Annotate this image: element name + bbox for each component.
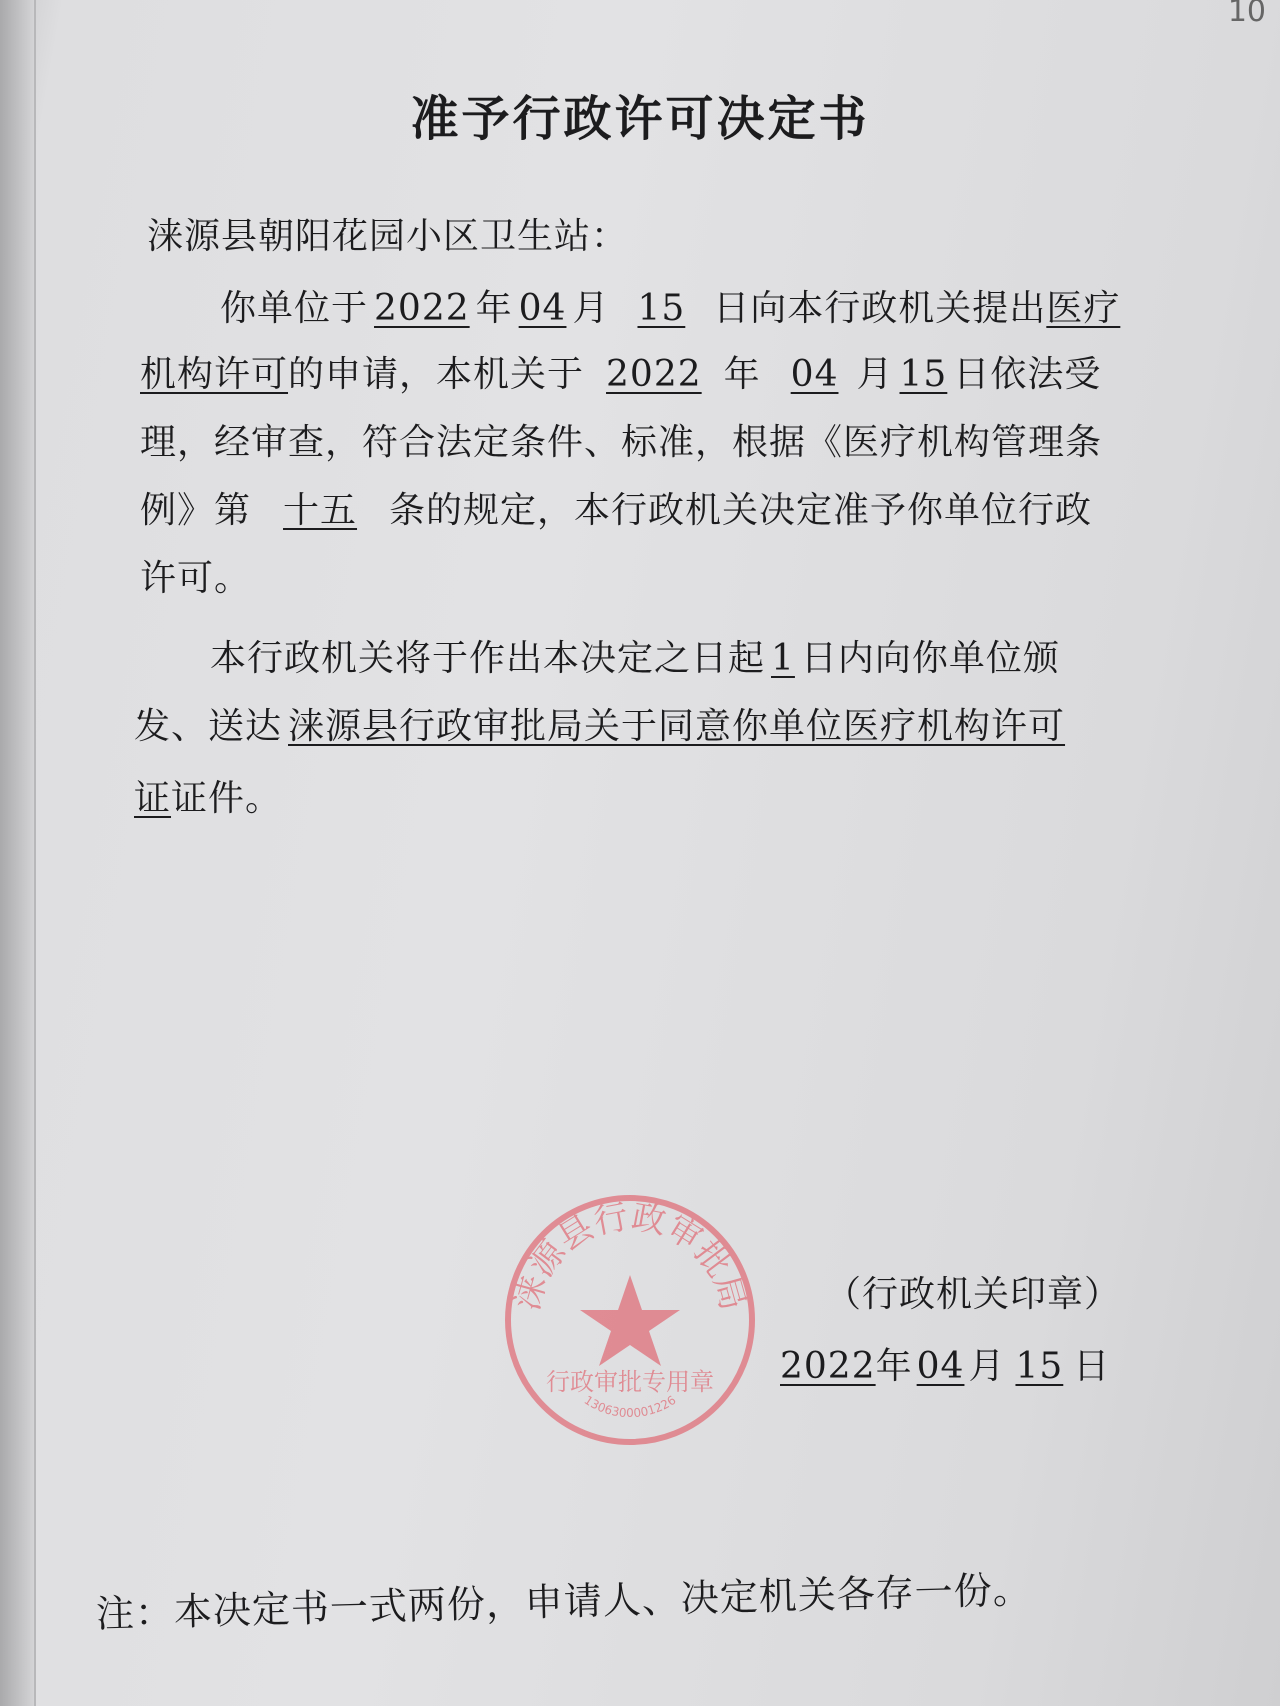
para1-line3: 理，经审查，符合法定条件、标准，根据《医疗机构管理条 bbox=[140, 422, 1103, 463]
document-title: 准予行政许可决定书 bbox=[410, 91, 870, 147]
paper-fold bbox=[34, 0, 36, 1706]
accept-day: 15 bbox=[899, 354, 948, 395]
delivery-days: 1 bbox=[771, 638, 795, 679]
sign-year: 2022 bbox=[780, 1346, 876, 1387]
sign-month: 04 bbox=[916, 1346, 965, 1387]
para1-line2 bbox=[140, 352, 1101, 399]
para1-line1 bbox=[220, 286, 1120, 333]
seal-label: （行政机关印章） bbox=[825, 1274, 1122, 1315]
sign-day: 15 bbox=[1015, 1346, 1064, 1387]
text: 日向本行政机关提出 bbox=[713, 288, 1047, 329]
paper-edge bbox=[0, 0, 34, 1706]
star-icon bbox=[580, 1275, 680, 1366]
text: 日内向你单位颁 bbox=[800, 638, 1060, 679]
text: 发、送达 bbox=[134, 706, 283, 747]
seal-inner-text: 行政审批专用章 bbox=[546, 1368, 714, 1396]
seal-number: 1306300001226 bbox=[581, 1392, 679, 1421]
text: 年 bbox=[475, 288, 513, 329]
text: 年 bbox=[723, 354, 761, 395]
document-name-cont: 证 bbox=[134, 778, 172, 819]
para2-line2 bbox=[134, 704, 1071, 751]
text: 月 bbox=[572, 288, 610, 329]
text: 日 bbox=[1073, 1346, 1111, 1387]
para1-line4 bbox=[140, 488, 1092, 535]
text: 证件。 bbox=[171, 778, 283, 819]
footnote: 注：本决定书一式两份，申请人、决定机关各存一份。 bbox=[95, 1567, 1033, 1636]
text: 月 bbox=[968, 1346, 1006, 1387]
text: 你单位于 bbox=[220, 288, 369, 329]
text: 的申请，本机关于 bbox=[288, 354, 585, 395]
official-seal bbox=[500, 1190, 760, 1450]
signature-date bbox=[780, 1344, 1110, 1391]
article-number: 十五 bbox=[283, 490, 358, 531]
apply-item-cont: 机构许可 bbox=[140, 354, 289, 395]
apply-item: 医疗 bbox=[1046, 288, 1121, 329]
text: 日依法受 bbox=[953, 354, 1102, 395]
para2-line3 bbox=[134, 776, 282, 823]
handwritten-page-mark: 10 bbox=[1227, 0, 1266, 29]
para2-line1 bbox=[210, 636, 1060, 683]
text: 年 bbox=[875, 1346, 913, 1387]
para1-line5: 许可。 bbox=[140, 558, 252, 599]
document-name: 涞源县行政审批局关于同意你单位医疗机构许可 bbox=[288, 706, 1066, 747]
addressee: 涞源县朝阳花园小区卫生站： bbox=[147, 216, 629, 257]
text: 例》第 bbox=[140, 490, 252, 531]
text: 本行政机关将于作出本决定之日起 bbox=[210, 638, 766, 679]
accept-month: 04 bbox=[790, 354, 839, 395]
text: 条的规定，本行政机关决定准予你单位行政 bbox=[389, 490, 1093, 531]
apply-month: 04 bbox=[518, 288, 567, 329]
seal-outer-text: 涞源县行政审批局 bbox=[507, 1196, 753, 1315]
accept-year: 2022 bbox=[606, 354, 702, 395]
apply-day: 15 bbox=[637, 288, 686, 329]
text: 月 bbox=[856, 354, 894, 395]
apply-year: 2022 bbox=[374, 288, 470, 329]
